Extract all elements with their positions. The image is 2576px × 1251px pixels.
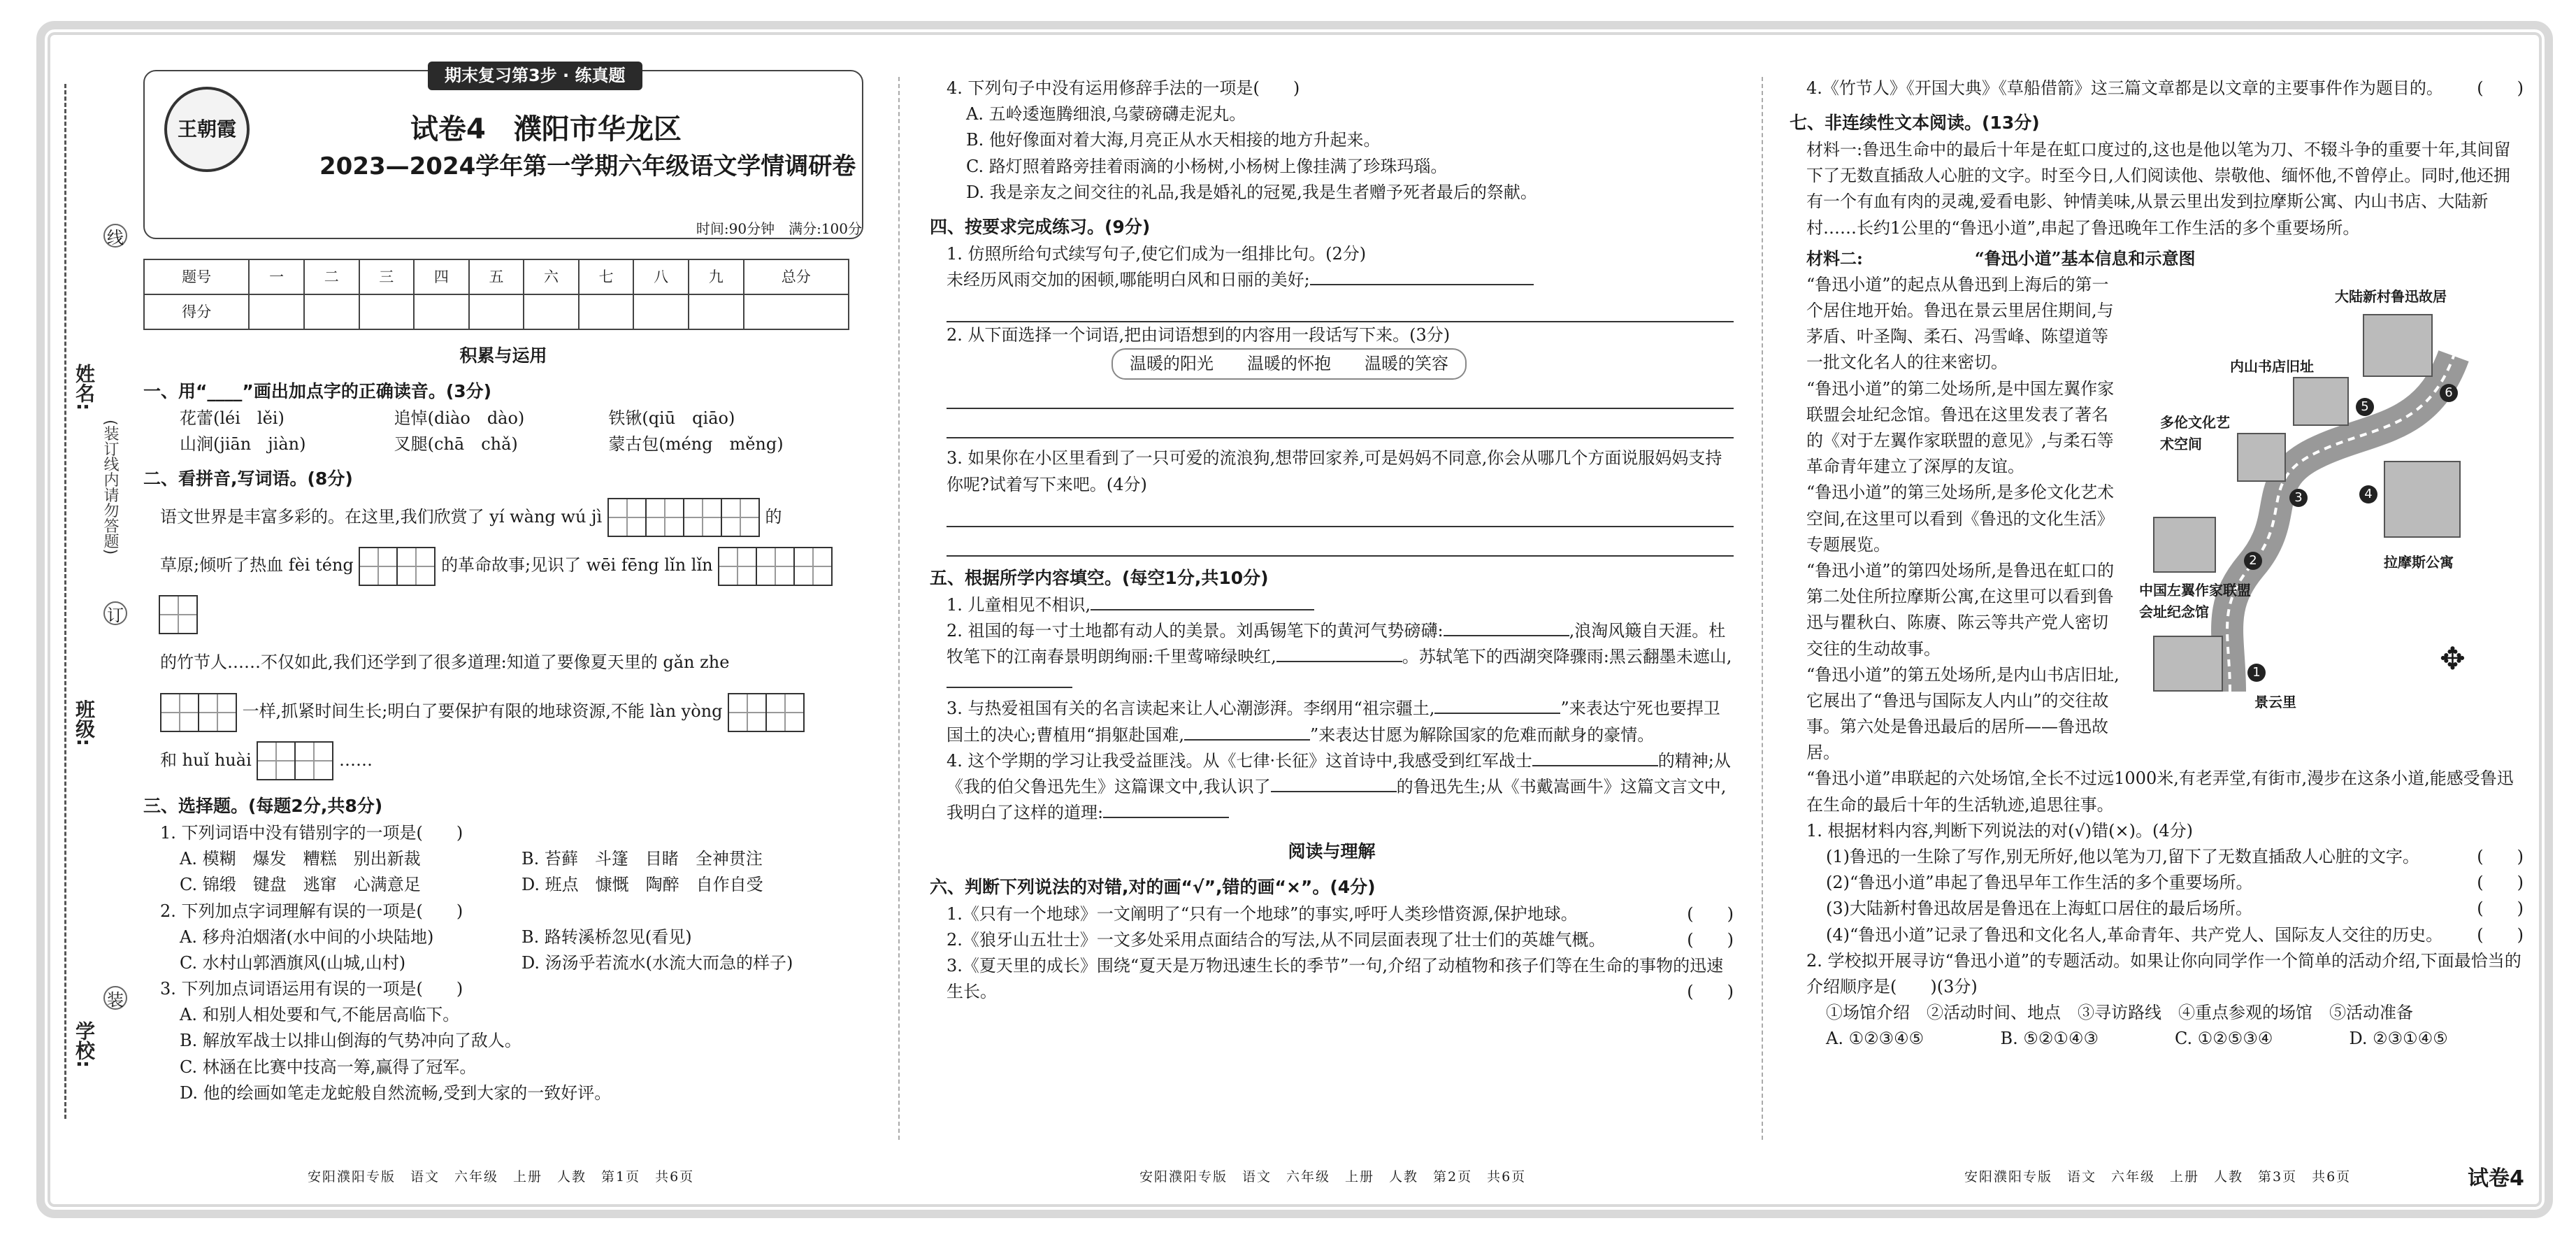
material-label: 材料二:: [1806, 248, 1863, 269]
judge-item: [1826, 870, 2524, 896]
answer-line[interactable]: [947, 498, 1734, 527]
answer-line[interactable]: [947, 293, 1734, 322]
header-tag: 期末复习第3步 · 练真题: [428, 62, 642, 90]
map-marker: 3: [2289, 489, 2308, 507]
material-one: 材料一:鲁迅生命中的最后十年是在虹口度过的,这也是他以笔为刀、不辍斗争的重要十年,其间留下了无数直插敌人心脏的文字。时至今日,人们阅读他、崇敬他、缅怀他,不曾停止。同时,他还拥有一个有血有肉的灵魂,爱看电影、钟情美味,从景云里出发到拉摩斯公寓、内山书店、大陆新村……长约1公里的“鲁迅小道”,串起了鲁迅晚年工作生活的多个重要场所。: [1806, 139, 2511, 238]
answer-paren[interactable]: ( ): [2477, 924, 2524, 945]
pinyin-writing: [160, 493, 863, 785]
route-map: [2132, 272, 2524, 720]
section-title: 六、判断下列说法的对错,对的画“√”,错的画“×”。(4分): [930, 877, 1376, 897]
passage-text: ……: [339, 750, 373, 770]
answer-line[interactable]: [947, 409, 1734, 438]
logo-text: 王朝霞: [177, 117, 236, 141]
material-paragraph: “鲁迅小道”串联起的六处场馆,全长不过远1000米,有老弄堂,有街市,漫步在这条小道,能感受鲁迅在生命的最后十年的生活轨迹,追思往事。: [1806, 769, 2514, 815]
score-input[interactable]: [633, 294, 689, 329]
writing-box[interactable]: [294, 741, 333, 780]
passage-text: 一样,抓紧时间生长;明白了要保护有限的地球资源,不能 làn yòng: [242, 701, 723, 721]
judge-item: [1826, 896, 2524, 922]
binding-dash-line: [64, 84, 66, 1119]
map-marker: 6: [2440, 384, 2458, 402]
column-divider: [898, 77, 900, 1140]
pinyin-item[interactable]: 叉腿(chā chǎ): [394, 434, 518, 454]
score-input[interactable]: [689, 294, 744, 329]
judge-text: 2.《狼牙山五壮士》一文多处采用点面结合的写法,从不同层面表现了壮士们的英雄气概。: [947, 929, 1606, 950]
writing-box[interactable]: [721, 498, 760, 537]
option[interactable]: A. 五岭逶迤腾细浪,乌蒙磅礴走泥丸。: [966, 104, 1246, 124]
judge-text: (2)“鲁迅小道”串起了鲁迅早年工作生活的多个重要场所。: [1826, 873, 2253, 893]
question: [947, 748, 1734, 827]
stem-text: 3. 与热爱祖国有关的名言读起来让人心潮澎湃。李纲用“祖宗疆土,: [947, 699, 1435, 719]
section-title: 一、用“____”画出加点字的正确读音。(3分): [143, 380, 492, 401]
writing-box[interactable]: [718, 547, 757, 586]
pinyin-item[interactable]: 追悼(diào dào): [394, 408, 525, 428]
seal-word-ding: 订: [103, 601, 127, 625]
question: [947, 618, 1734, 696]
answer-blank[interactable]: [1103, 817, 1229, 818]
answer-blank[interactable]: [1184, 739, 1310, 741]
answer-paren[interactable]: ( ): [2477, 78, 2524, 98]
question-stem: [947, 267, 1734, 293]
exam-subtitle: 2023—2024学年第一学期六年级语文学情调研卷: [319, 152, 856, 180]
score-input[interactable]: [744, 294, 849, 329]
score-header-row: [144, 259, 849, 294]
page-1: [143, 66, 863, 1106]
judge-text: 3.《夏天里的成长》围绕“夏天是万物迅速生长的季节”一句,介绍了动植物和孩子们等在生命的事物的迅速生长。: [947, 956, 1724, 1002]
question: 1. 根据材料内容,判断下列说法的对(√)错(×)。(4分): [1806, 820, 2194, 841]
option-row: [180, 950, 863, 976]
material-paragraph: “鲁迅小道”的第四处场所,是鲁迅在虹口的第二处住所拉摩斯公寓,在这里可以看到鲁迅与瞿秋白、陈赓、陈云等共产党人密切交往的生动故事。: [1806, 560, 2115, 659]
score-input[interactable]: [249, 294, 304, 329]
score-cell: 题号: [144, 259, 249, 294]
stem-text: 的鲁迅先生;从《书戴嵩画牛》这篇文言文中,我明白了这样的道理:: [947, 776, 1727, 823]
page-footer: 安阳濮阳专版 语文 六年级 上册 人教 第1页 共6页: [308, 1169, 695, 1185]
map-label: 内山书店旧址: [2230, 357, 2314, 375]
score-cell: 八: [633, 259, 689, 294]
writing-box[interactable]: [793, 547, 833, 586]
section-title: 二、看拼音,写词语。(8分): [143, 468, 353, 489]
word-choice-box: [930, 348, 1734, 380]
option[interactable]: A. 移舟泊烟渚(水中间的小块陆地): [180, 927, 434, 947]
stem-text: ”来表达甘愿为解除国家的危难而献身的豪情。: [1309, 724, 1655, 745]
section-title: 四、按要求完成练习。(9分): [930, 216, 1151, 237]
option[interactable]: D. 汤汤乎若流水(水流大而急的样子): [521, 952, 793, 973]
option[interactable]: C. 路灯照着路旁挂着雨滴的小杨树,小杨树上像挂满了珍珠玛瑙。: [966, 156, 1448, 176]
material-paragraph: “鲁迅小道”的起点从鲁迅到上海后的第一个居住地开始。鲁迅在景云里居住期间,与茅盾、叶圣陶、柔石、冯雪峰、陈望道等一批文化名人的往来密切。: [1806, 274, 2114, 373]
score-table: [143, 259, 849, 330]
passage-text: 的革命故事;见识了 wēi fēng lǐn lǐn: [441, 555, 713, 576]
passage-text: 的竹节人……不仅如此,我们还学到了很多道理:知道了要像夏天里的 gǎn zhe: [160, 652, 730, 673]
question: [947, 592, 1734, 618]
page-3: [1790, 76, 2524, 1052]
answer-blank[interactable]: [1310, 284, 1534, 285]
judge-item: [1826, 922, 2524, 948]
seal-word-xian: 线: [103, 224, 127, 248]
option[interactable]: A. 模糊 爆发 糟糕 别出新裁: [180, 849, 421, 869]
score-cell: 总分: [744, 259, 849, 294]
answer-blank[interactable]: [1271, 791, 1397, 792]
building-icon: [2384, 461, 2461, 538]
part-title: 积累与运用: [459, 345, 547, 366]
judge-item: [947, 901, 1734, 927]
judge-item: [947, 927, 1734, 953]
score-cell: 三: [359, 259, 415, 294]
option-row: [1826, 1026, 2524, 1052]
judge-text: 4.《竹节人》《开国大典》《草船借箭》这三篇文章都是以文章的主要事件作为题目的。: [1806, 78, 2443, 98]
question: 3. 如果你在小区里看到了一只可爱的流浪狗,想带回家养,可是妈妈不同意,你会从哪几个方面说服妈妈支持你呢?试着写下来吧。(4分): [947, 448, 1722, 494]
building-icon: [2363, 314, 2433, 377]
material-title: “鲁迅小道”基本信息和示意图: [1974, 248, 2196, 269]
option[interactable]: D. 班点 慷慨 陶醉 自作自受: [521, 875, 763, 895]
writing-box[interactable]: [257, 741, 296, 780]
option[interactable]: B. ⑤②①④③: [2000, 1029, 2099, 1049]
judge-text: (3)大陆新村鲁迅故居是鲁迅在上海虹口居住的最后场所。: [1826, 899, 2252, 919]
writing-box[interactable]: [683, 498, 722, 537]
answer-paren[interactable]: ( ): [1687, 982, 1734, 1002]
step-list: ①场馆介绍 ②活动时间、地点 ③寻访路线 ④重点参观的场馆 ⑤活动准备: [1826, 1003, 2413, 1023]
score-input[interactable]: [304, 294, 359, 329]
question: 2. 下列加点字词理解有误的一项是( ): [160, 901, 463, 921]
pinyin-item[interactable]: 蒙古包(méng měng): [608, 434, 784, 454]
writing-box[interactable]: [607, 498, 647, 537]
option[interactable]: D. ②③①④⑤: [2349, 1029, 2448, 1049]
answer-line[interactable]: [947, 380, 1734, 409]
option-row: [180, 924, 863, 950]
pinyin-choices: [180, 406, 823, 457]
writing-box[interactable]: [159, 595, 198, 634]
seal-word-zhuang: 装: [103, 986, 127, 1010]
binding-note: (装订线内请勿答题): [101, 420, 119, 555]
map-label: 大陆新村鲁迅故居: [2335, 287, 2447, 305]
stem-text: 。苏轼笔下的西湖突降骤雨:黑云翻墨未遮山,: [1402, 646, 1732, 666]
material-two-heading: [1806, 245, 2524, 272]
answer-paren[interactable]: ( ): [1687, 903, 1734, 924]
stem-text: ”来表达宁死也要捍卫国土的决心;曹植用“捐躯赴国难,: [947, 699, 1720, 745]
map-label: 景云里: [2254, 693, 2296, 710]
name-label: 姓名:: [73, 364, 96, 411]
writing-box[interactable]: [198, 693, 237, 732]
score-cell: 五: [469, 259, 524, 294]
option-row: [180, 846, 863, 872]
pinyin-item[interactable]: 山涧(jiān jiàn): [180, 434, 306, 454]
exam-title: 试卷4 濮阳市华龙区: [410, 113, 682, 145]
material-paragraph: “鲁迅小道”的第五处场所,是内山书店旧址,它展出了“鲁迅与国际友人内山”的交往故事。第六处是鲁迅最后的居所——鲁迅故居。: [1806, 664, 2120, 763]
option[interactable]: A. ①②③④⑤: [1826, 1029, 1924, 1049]
answer-blank[interactable]: [1091, 609, 1314, 610]
stem-text: 的精神;从《我的伯父鲁迅先生》这篇课文中,我认识了: [947, 750, 1731, 796]
brand-logo: [164, 87, 250, 172]
writing-box[interactable]: [756, 547, 795, 586]
stem-text: 1. 儿童相见不相识,: [947, 594, 1091, 615]
pinyin-item[interactable]: 花蕾(léi lěi): [180, 408, 285, 428]
answer-blank[interactable]: [1532, 765, 1658, 766]
score-input[interactable]: [579, 294, 634, 329]
score-input[interactable]: [414, 294, 469, 329]
option[interactable]: B. 解放军战士以排山倒海的气势冲向了敌人。: [180, 1031, 521, 1051]
writing-box[interactable]: [396, 547, 436, 586]
score-cell: 四: [414, 259, 469, 294]
score-input[interactable]: [524, 294, 579, 329]
judge-item: [1826, 844, 2524, 870]
option[interactable]: A. 和别人相处要和气,不能居高临下。: [180, 1005, 460, 1025]
material-paragraph: “鲁迅小道”的第二处场所,是中国左翼作家联盟会址纪念馆。鲁迅在这里发表了著名的《对于左翼作家联盟的意见》,与柔石等革命青年建立了深厚的友谊。: [1806, 378, 2115, 477]
option[interactable]: B. 苔藓 斗篷 目睹 全神贯注: [521, 849, 763, 869]
page-footer: 安阳濮阳专版 语文 六年级 上册 人教 第3页 共6页: [1964, 1169, 2352, 1185]
option[interactable]: B. 路转溪桥忽见(看见): [521, 927, 692, 947]
option[interactable]: C. 林涵在比赛中技高一筹,赢得了冠军。: [180, 1057, 477, 1077]
compass-icon: ✥: [2440, 641, 2466, 677]
exam-meta: 时间:90分钟 满分:100分: [696, 220, 862, 237]
judge-item: [947, 953, 1734, 1005]
score-cell: 七: [579, 259, 634, 294]
answer-blank[interactable]: [947, 687, 1072, 688]
question: 2. 从下面选择一个词语,把由词语想到的内容用一段话写下来。(3分): [947, 325, 1451, 345]
building-icon: [2153, 517, 2216, 573]
passage-text: 草原;倾听了热血 fèi téng: [160, 555, 354, 576]
passage-text: 和 huǐ huài: [160, 750, 252, 770]
stem-text: 4. 这个学期的学习让我受益匪浅。从《七律·长征》这首诗中,我感受到红军战士: [947, 750, 1532, 771]
option[interactable]: D. 他的绘画如笔走龙蛇般自然流畅,受到大家的一致好评。: [180, 1082, 612, 1103]
building-icon: [2153, 636, 2223, 692]
score-input[interactable]: [359, 294, 415, 329]
writing-box[interactable]: [359, 547, 398, 586]
answer-line[interactable]: [947, 527, 1734, 557]
section-title: 三、选择题。(每题2分,共8分): [143, 796, 383, 817]
stem-text: 未经历风雨交加的困顿,哪能明白风和日丽的美好;: [947, 269, 1310, 289]
word-options: 温暖的阳光 温暖的怀抱 温暖的笑容: [1111, 348, 1467, 380]
answer-blank[interactable]: [1434, 713, 1560, 714]
answer-paren[interactable]: ( ): [2477, 847, 2524, 866]
building-icon: [2237, 433, 2286, 482]
page-2: [930, 76, 1734, 1006]
option[interactable]: D. 我是亲友之间交往的礼品,我是婚礼的冠冕,我是生者赠予死者最后的祭献。: [966, 182, 1537, 202]
map-marker: 4: [2359, 485, 2377, 503]
score-cell: 六: [524, 259, 579, 294]
map-label: 多伦文化艺术空间: [2160, 413, 2230, 452]
map-label: 中国左翼作家联盟会址纪念馆: [2139, 581, 2251, 620]
option[interactable]: C. 水村山郭酒旗风(山城,山村): [180, 952, 406, 973]
writing-box[interactable]: [765, 693, 805, 732]
option[interactable]: B. 他好像面对着大海,月亮正从水天相接的地方升起来。: [966, 130, 1381, 150]
question: 4. 下列句子中没有运用修辞手法的一项是( ): [947, 78, 1300, 98]
question: [947, 696, 1734, 748]
score-cell: 九: [689, 259, 744, 294]
writing-box[interactable]: [160, 693, 199, 732]
exam-header: [143, 66, 863, 239]
stem-text: ,浪淘风簸自天涯。杜牧笔下的江南春景明朗绚丽:千里莺啼绿映红,: [947, 620, 1726, 666]
question: 2. 学校拟开展寻访“鲁迅小道”的专题活动。如果让你向同学作一个简单的活动介绍,下面最恰当的介绍顺序是( )(3分): [1806, 950, 2521, 996]
option-row: [180, 872, 863, 898]
option[interactable]: C. ①②⑤③④: [2175, 1029, 2273, 1049]
map-marker: 5: [2356, 398, 2374, 416]
pinyin-item[interactable]: 铁锹(qiū qiāo): [608, 408, 735, 428]
section-title: 五、根据所学内容填空。(每空1分,共10分): [930, 567, 1269, 588]
answer-blank[interactable]: [1444, 635, 1569, 636]
class-label: 班级:: [73, 699, 96, 747]
score-cell: 二: [304, 259, 359, 294]
building-icon: [2293, 377, 2349, 426]
question: 3. 下列加点词语运用有误的一项是( ): [160, 979, 463, 999]
passage-text: 的: [765, 506, 782, 527]
stem-text: 2. 祖国的每一寸土地都有动人的美景。刘禹锡笔下的黄河气势磅礴:: [947, 620, 1444, 641]
map-label: 拉摩斯公寓: [2384, 553, 2454, 571]
score-cell: 一: [249, 259, 304, 294]
judge-text: (1)鲁迅的一生除了写作,别无所好,他以笔为刀,留下了无数直插敌人心脏的文字。: [1826, 847, 2419, 866]
answer-paren[interactable]: ( ): [1687, 929, 1734, 950]
part-title: 阅读与理解: [1288, 841, 1376, 862]
answer-blank[interactable]: [1276, 661, 1402, 662]
judge-text: 1.《只有一个地球》一文阐明了“只有一个地球”的事实,呼吁人类珍惜资源,保护地球。: [947, 903, 1578, 924]
option[interactable]: C. 锦缎 键盘 逃窜 心满意足: [180, 875, 421, 895]
score-value-row: [144, 294, 849, 329]
judge-text: (4)“鲁迅小道”记录了鲁迅和文化名人,革命青年、共产党人、国际友人交往的历史。: [1826, 924, 2443, 945]
section-title: 七、非连续性文本阅读。(13分): [1790, 113, 2040, 134]
passage-text: 语文世界是丰富多彩的。在这里,我们欣赏了 yí wàng wú jì: [160, 506, 603, 527]
score-input[interactable]: [469, 294, 524, 329]
column-divider: [1762, 77, 1763, 1140]
question: 1. 下列词语中没有错别字的一项是( ): [160, 822, 463, 843]
question: 1. 仿照所给句式续写句子,使它们成为一组排比句。(2分): [947, 243, 1367, 264]
writing-box[interactable]: [645, 498, 684, 537]
answer-paren[interactable]: ( ): [2477, 873, 2524, 893]
writing-box[interactable]: [728, 693, 767, 732]
answer-paren[interactable]: ( ): [2477, 899, 2524, 919]
judge-item: [1806, 76, 2524, 101]
exam-number: 试卷4: [2468, 1166, 2524, 1191]
score-cell: 得分: [144, 294, 249, 329]
school-label: 学校:: [73, 1021, 96, 1068]
page-footer: 安阳濮阳专版 语文 六年级 上册 人教 第2页 共6页: [1139, 1169, 1527, 1185]
map-marker: 1: [2247, 664, 2266, 682]
material-paragraph: “鲁迅小道”的第三处场所,是多伦文化艺术空间,在这里可以看到《鲁迅的文化生活》专题展览。: [1806, 482, 2115, 555]
map-marker: 2: [2244, 552, 2262, 570]
